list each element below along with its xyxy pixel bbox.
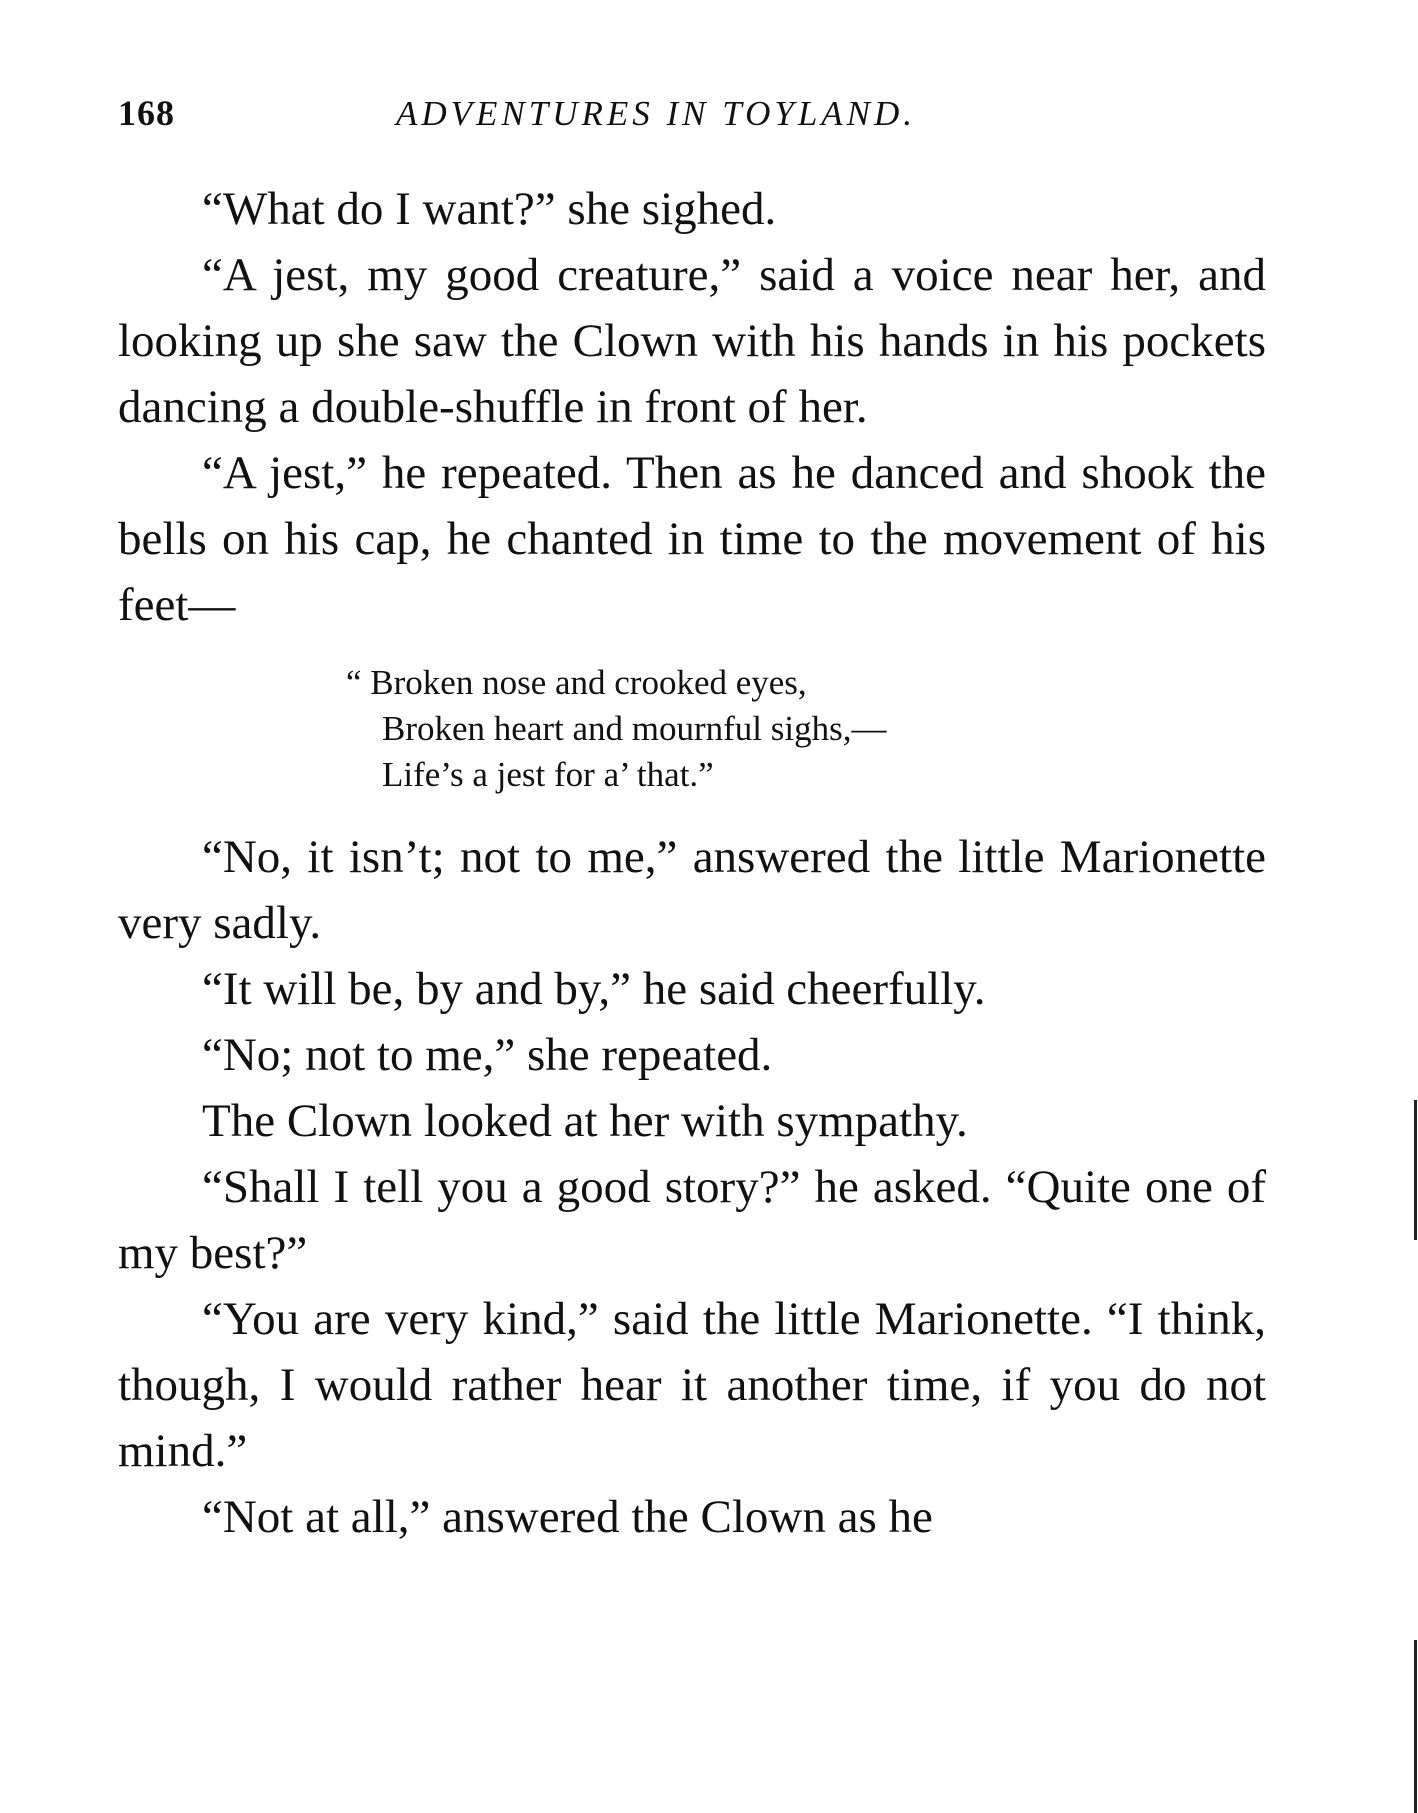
paragraph: “It will be, by and by,” he said cheerfully. bbox=[202, 963, 986, 1015]
verse-line: “ Broken nose and crooked eyes, bbox=[346, 663, 807, 702]
running-title: ADVENTURES IN TOYLAND. bbox=[396, 94, 917, 133]
body-text bbox=[118, 176, 1266, 1550]
verse-line: Life’s a jest for a’ that.” bbox=[382, 755, 714, 794]
verse-block bbox=[346, 660, 1266, 798]
page-header bbox=[118, 92, 1266, 142]
paragraph: “What do I want?” she sighed. bbox=[202, 183, 777, 235]
scan-edge-mark bbox=[1414, 1640, 1417, 1813]
paragraph: “No; not to me,” she repeated. bbox=[202, 1029, 773, 1081]
paragraph: “A jest, my good creature,” said a voice near her, and looking up she saw the Clown with his hands in his pockets dancing a double-shuffle in front of her. bbox=[118, 249, 1266, 433]
paragraph: “Not at all,” answered the Clown as he bbox=[202, 1491, 933, 1543]
paragraph: The Clown looked at her with sympathy. bbox=[202, 1095, 968, 1147]
scan-edge-mark bbox=[1414, 1100, 1417, 1240]
paragraph: “A jest,” he repeated. Then as he danced and shook the bells on his cap, he chanted in time to the movement of his feet— bbox=[118, 447, 1266, 631]
paragraph: “You are very kind,” said the little Marionette. “I think, though, I would rather hear it another time, if you do not mind.” bbox=[118, 1293, 1266, 1477]
page-number: 168 bbox=[118, 93, 175, 133]
paragraph: “No, it isn’t; not to me,” answered the little Marionette very sadly. bbox=[118, 831, 1266, 949]
verse-line: Broken heart and mournful sighs,— bbox=[382, 709, 887, 748]
paragraph: “Shall I tell you a good story?” he asked. “Quite one of my best?” bbox=[118, 1161, 1266, 1279]
